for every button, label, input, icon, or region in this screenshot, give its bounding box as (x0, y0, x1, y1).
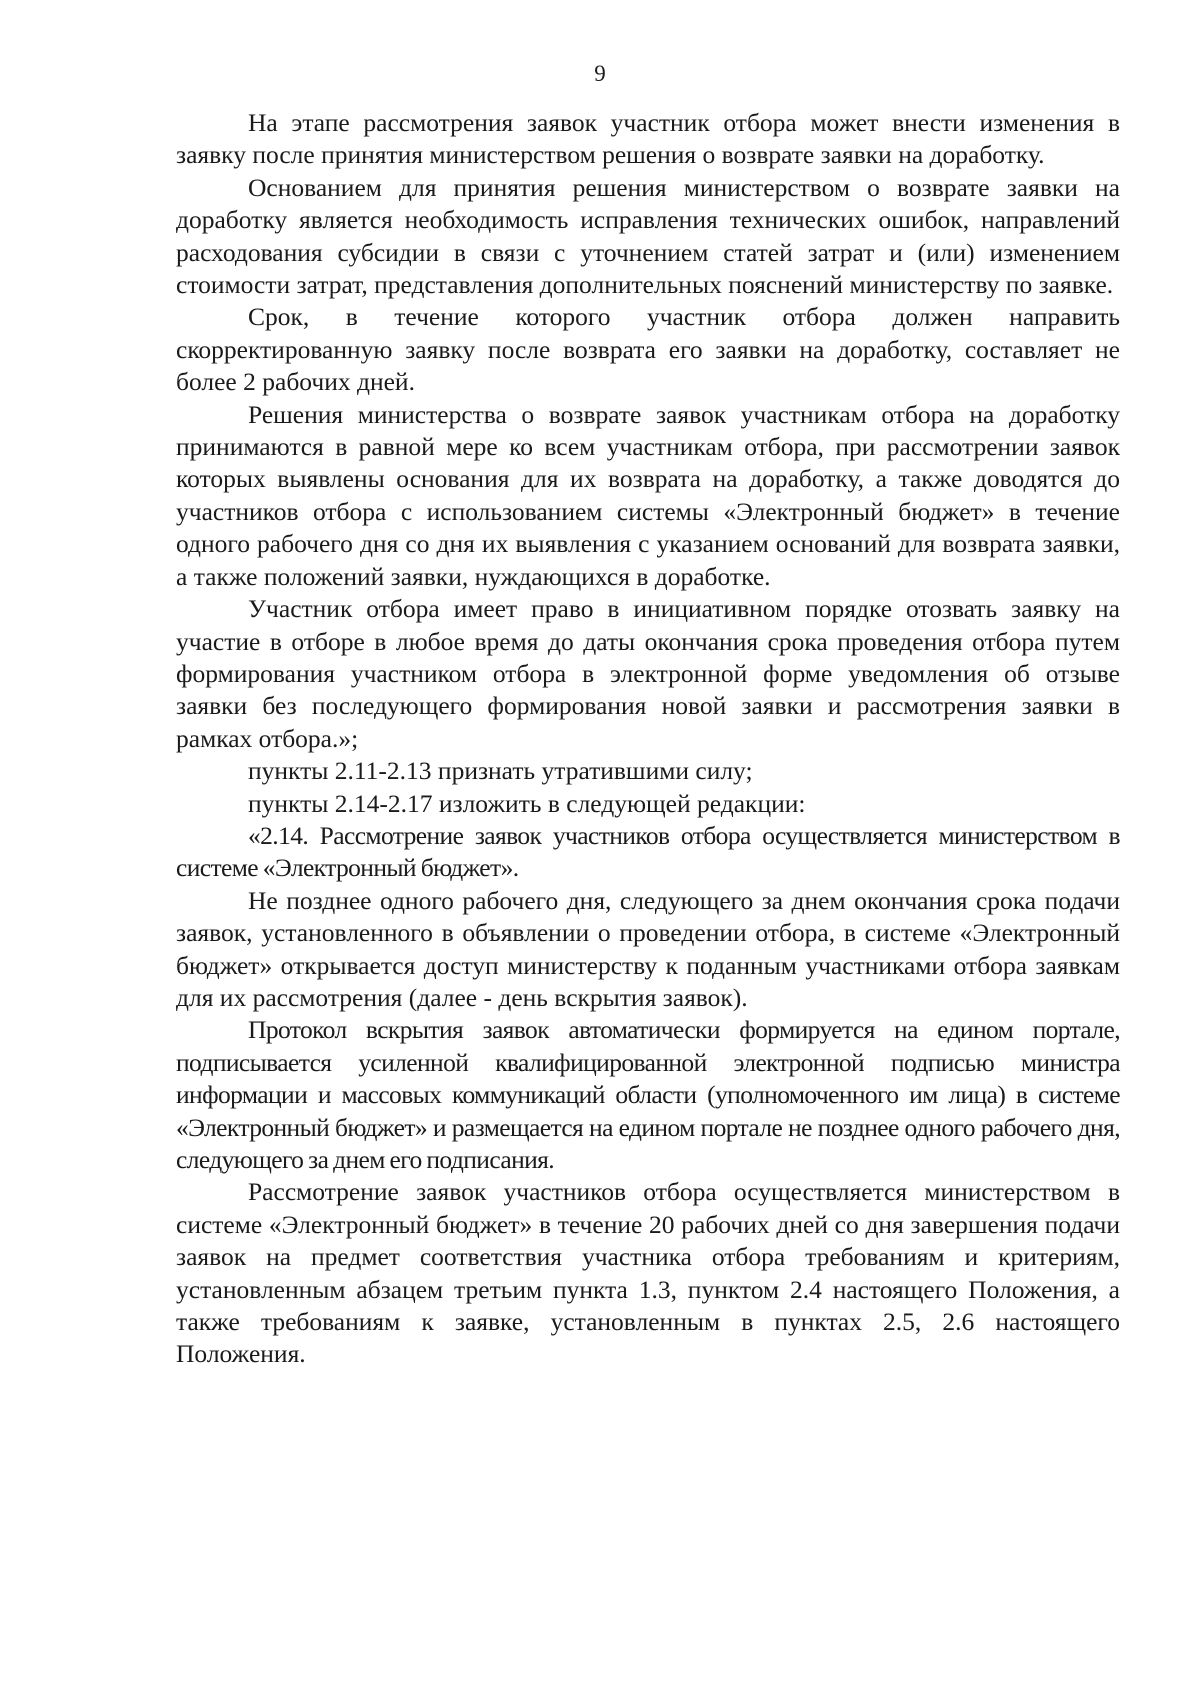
page-number: 9 (594, 61, 606, 86)
document-body (176, 107, 1120, 1371)
paragraph-return-decisions: Решения министерства о возврате заявок участникам отбора на доработку принимаются в равной мере ко всем участникам отбора, при рассмотрении заявок которых выявлены основания для их возврата на доработку, а также доводятся до участников отбора с использованием системы «Электронный бюджет» в течение одного рабочего дня со дня их выявления с указанием оснований для возврата заявки, а также положений заявки, нуждающихся в доработке. (176, 399, 1120, 591)
paragraph-grounds-for-return: Основанием для принятия решения министерством о возврате заявки на доработку является необходимость исправления технических ошибок, направлений расходования субсидии в связи с уточнением статей затрат и (или) изменением стоимости затрат, представления дополнительных пояснений министерству по заявке. (176, 172, 1120, 300)
paragraph-correction-deadline: Срок, в течение которого участник отбора должен направить скорректированную заявку после возврата его заявки на доработку, составляет не более 2 рабочих дней. (176, 302, 1120, 397)
paragraph-revision-during-review: На этапе рассмотрения заявок участник отбора может внести изменения в заявку после принятия министерством решения о возврате заявки на доработку. (176, 108, 1120, 170)
paragraph-opening-protocol: Протокол вскрытия заявок автоматически формируется на едином портале, подписывается усиленной квалифицированной электронной подписью министра информации и массовых коммуникаций области (уполномоченного им лица) в системе «Электронный бюджет» и размещается на едином портале не позднее одного рабочего дня, следующего за днем его подписания. (176, 1015, 1120, 1174)
paragraph-repealed-clauses: пункты 2.11-2.13 признать утратившими силу; (248, 756, 753, 786)
paragraph-withdrawal-right: Участник отбора имеет право в инициативном порядке отозвать заявку на участие в отборе в любое время до даты окончания срока проведения отбора путем формирования участником отбора в электронной форме уведомления об отзыве заявки без последующего формирования новой заявки и рассмотрения заявки в рамках отбора.»; (176, 594, 1120, 753)
paragraph-new-wording-intro: пункты 2.14-2.17 изложить в следующей редакции: (248, 788, 806, 818)
paragraph-review-period: Рассмотрение заявок участников отбора осуществляется министерством в системе «Электронный бюджет» в течение 20 рабочих дней со дня завершения подачи заявок на предмет соответствия участника отбора требованиям и критериям, установленным абзацем третьим пункта 1.3, пунктом 2.4 настоящего Положения, а также требованиям к заявке, установленным в пунктах 2.5, 2.6 настоящего Положения. (176, 1177, 1120, 1369)
paragraph-opening-access: Не позднее одного рабочего дня, следующего за днем окончания срока подачи заявок, установленного в объявлении о проведении отбора, в системе «Электронный бюджет» открывается доступ министерству к поданным участниками отбора заявкам для их рассмотрения (далее - день вскрытия заявок). (176, 885, 1120, 1012)
paragraph-clause-2-14: «2.14. Рассмотрение заявок участников отбора осуществляется министерством в системе «Электронный бюджет». (176, 820, 1120, 883)
